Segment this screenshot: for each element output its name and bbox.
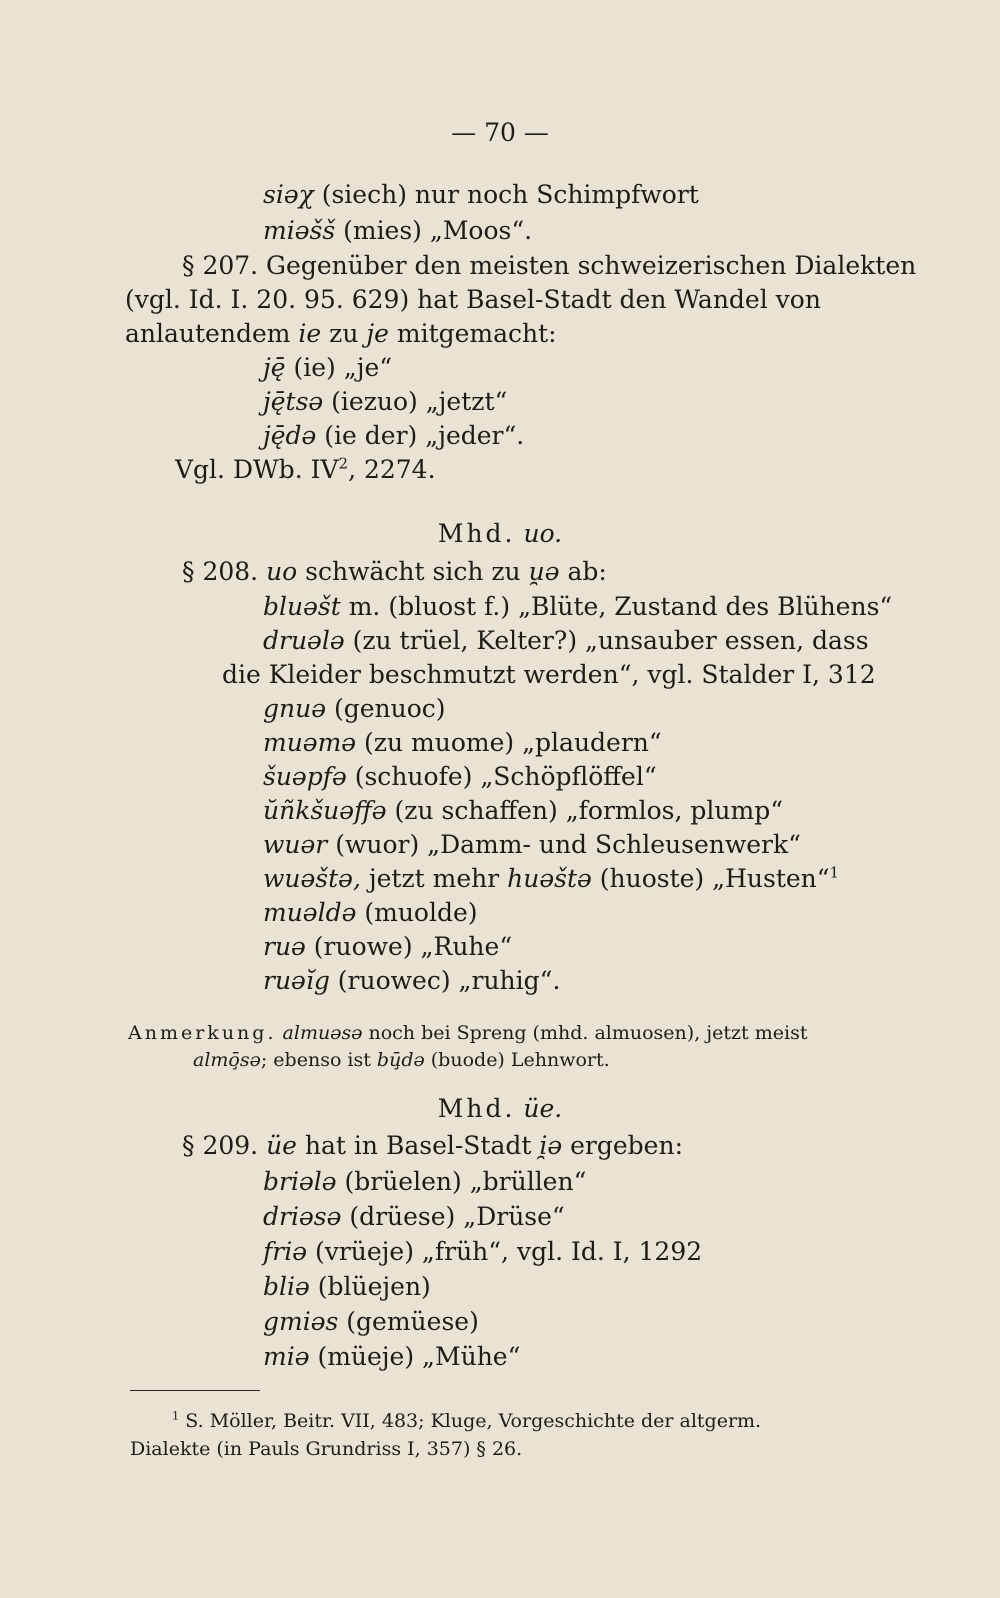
example-unksueffe: ŭñkšuəffə (zu schaffen) „formlos, plump“ xyxy=(263,796,783,825)
footnote-rule xyxy=(130,1390,260,1391)
example-mie: miə (müeje) „Mühe“ xyxy=(263,1342,521,1371)
heading-mhd-ue: Mhd. üe. xyxy=(437,1094,563,1123)
example-jetzt: ję̄tsə (iezuo) „jetzt“ xyxy=(263,387,508,416)
anmerkung-line1: Anmerkung. almuəsə noch bei Spreng (mhd. almuosen), jetzt meist xyxy=(128,1022,808,1044)
page-number: — 70 — xyxy=(451,118,549,147)
example-driese: driəsə (drüese) „Drüse“ xyxy=(263,1202,565,1231)
heading-mhd-uo: Mhd. uo. xyxy=(437,519,563,548)
dwb-reference: Vgl. DWb. $IV^2$, 2274. xyxy=(175,454,436,484)
section-209-heading: § 209. üe hat in Basel-Stadt i̯ə ergeben: xyxy=(182,1131,684,1160)
example-jeder: ję̄də (ie der) „jeder“. xyxy=(263,421,525,450)
example-blie: bliə (blüejen) xyxy=(263,1272,431,1301)
entry-siech: siəχ (siech) nur noch Schimpfwort xyxy=(263,180,699,209)
section-207-line3: anlautendem ie zu je mitgemacht: xyxy=(125,319,557,348)
footnote-line1: $^1$ S. Möller, Beitr. VII, 483; Kluge, Vorgeschichte der altgerm. xyxy=(172,1408,762,1432)
example-rue: ruə (ruowe) „Ruhe“ xyxy=(263,932,513,961)
example-wuer: wuər (wuor) „Damm- und Schleusenwerk“ xyxy=(263,830,801,859)
section-207-line2: (vgl. Id. I. 20. 95. 629) hat Basel-Stadt den Wandel von xyxy=(125,285,821,314)
section-207-line1: § 207. Gegenüber den meisten schweizerischen Dialekten xyxy=(182,251,917,280)
entry-mies: miəšš (mies) „Moos“. xyxy=(263,216,533,245)
example-rueig: ruəĭg (ruowec) „ruhig“. xyxy=(263,966,561,995)
example-mueme: muəmə (zu muome) „plaudern“ xyxy=(263,728,662,757)
example-gnue: gnuə (genuoc) xyxy=(263,694,446,723)
example-druele: druələ (zu trüel, Kelter?) „unsauber essen, dass xyxy=(263,626,869,655)
example-bluest: bluəšt m. (bluost f.) „Blüte, Zustand des Blühens“ xyxy=(263,592,893,621)
example-suepfe: šuəpfə (schuofe) „Schöpflöffel“ xyxy=(263,762,657,791)
anmerkung-line2: almō̧sə; ebenso ist bū̧də (buode) Lehnwort. xyxy=(193,1049,610,1071)
example-muelde: muəldə (muolde) xyxy=(263,898,478,927)
example-wueste: wuəštə, jetzt mehr huəštə (huoste) „Husten“$^1$ xyxy=(263,863,840,893)
footnote-line2: Dialekte (in Pauls Grundriss I, 357) § 26. xyxy=(130,1438,523,1460)
example-frie: friə (vrüeje) „früh“, vgl. Id. I, 1292 xyxy=(263,1237,703,1266)
section-208-heading: § 208. uo schwächt sich zu u̯ə ab: xyxy=(182,557,607,586)
example-je: ję̄ (ie) „je“ xyxy=(263,353,393,382)
example-briele: briələ (brüelen) „brüllen“ xyxy=(263,1167,587,1196)
example-gmies: gmiəs (gemüese) xyxy=(263,1307,479,1336)
example-druele-cont: die Kleider beschmutzt werden“, vgl. Stalder I, 312 xyxy=(222,660,876,689)
